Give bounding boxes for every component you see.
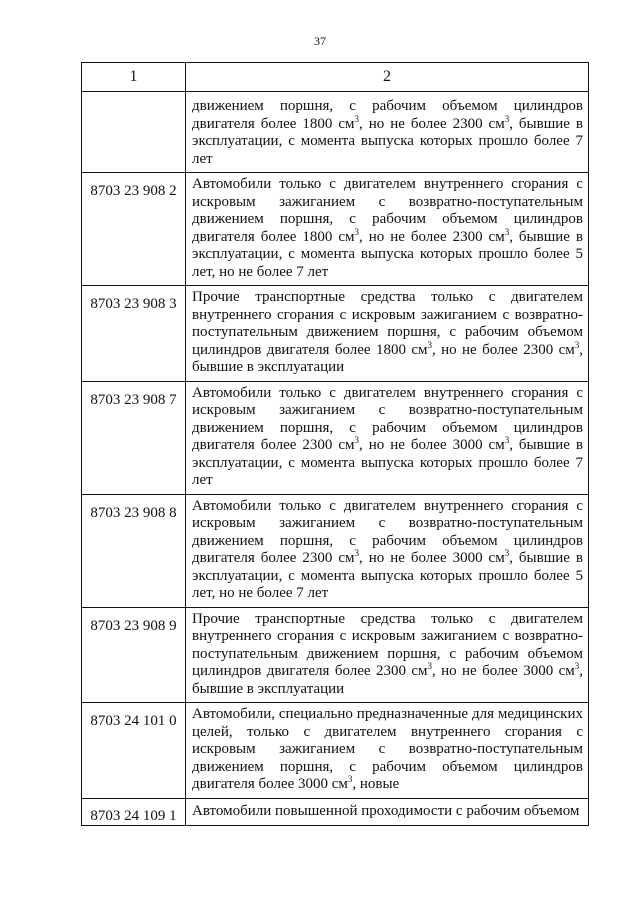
description-text: , бывшие в эксплуатации (192, 341, 583, 375)
description-text: Автомобили только с двигателем внутреннего сгорания с искровым зажиганием с возвратно-поступательным движением поршня, с рабочим объемом цилиндров двигателя более 2300 см (192, 384, 583, 453)
goods-description (186, 92, 589, 173)
description-text: Автомобили, специально предназначенные для медицинских целей, только с двигателем внутреннего сгорания с искровым зажиганием с возвратно-поступательным движением поршня, с рабочим объемом цилиндров двигателя более 3000 см (192, 706, 583, 792)
goods-description (186, 381, 589, 494)
goods-description (186, 173, 589, 286)
superscript: 3 (504, 435, 510, 445)
table-row (82, 703, 589, 799)
description-text: , бывшие в эксплуатации, с момента выпуска которых прошло более 7 лет (192, 115, 583, 167)
description-text: Прочие транспортные средства только с двигателем внутреннего сгорания с искровым зажиганием с возвратно-поступательным движением поршня, с рабочим объемом цилиндров двигателя более 1800 см (192, 289, 583, 358)
superscript: 3 (347, 774, 353, 784)
goods-description (186, 607, 589, 703)
page-number: 37 (314, 34, 326, 48)
description-text: Автомобили только с двигателем внутреннего сгорания с искровым зажиганием с возвратно-поступательным движением поршня, с рабочим объемом цилиндров двигателя более 1800 см (192, 176, 583, 245)
superscript: 3 (504, 226, 510, 237)
tariff-code: 8703 24 109 1 (82, 798, 186, 826)
tariff-code-table (81, 62, 589, 826)
tariff-code: 8703 23 908 3 (82, 286, 186, 382)
tariff-code (82, 92, 186, 173)
description-text: , бывшие в эксплуатации, с момента выпуска которых прошло более 5 лет, но не более 7 лет (192, 228, 583, 280)
superscript: 3 (354, 548, 360, 558)
goods-description (186, 798, 589, 826)
column-header-2: 2 (186, 63, 589, 92)
superscript: 3 (427, 661, 432, 671)
tariff-code: 8703 23 908 9 (82, 607, 186, 703)
description-text: Автомобили только с двигателем внутреннего сгорания с искровым зажиганием с возвратно-поступательным движением поршня, с рабочим объемом цилиндров двигателя более 2300 см (192, 497, 583, 566)
description-text: , новые (352, 776, 400, 792)
tariff-code: 8703 24 101 0 (82, 703, 186, 799)
superscript: 3 (354, 113, 360, 124)
description-text: , но не более 3000 см (359, 550, 505, 566)
superscript: 3 (354, 435, 360, 445)
description-text: движением поршня, с рабочим объемом цилиндров двигателя более 1800 см (192, 98, 583, 132)
table-row (82, 286, 589, 382)
superscript: 3 (504, 548, 510, 558)
superscript: 3 (504, 113, 510, 124)
description-text: Автомобили повышенной проходимости с рабочим объемом (192, 802, 580, 819)
superscript: 3 (574, 339, 580, 350)
description-text: , но не более 3000 см (431, 663, 575, 679)
description-text: , но не более 3000 см (359, 437, 505, 453)
table-row (82, 494, 589, 607)
column-header-1: 1 (82, 63, 186, 92)
description-text: , бывшие в эксплуатации, с момента выпуска которых прошло более 7 лет (192, 437, 583, 488)
table-row (82, 92, 589, 173)
table-header-row (82, 63, 589, 92)
description-text: , бывшие в эксплуатации, с момента выпуска которых прошло более 5 лет, но не более 7 лет (192, 550, 583, 601)
description-text: , но не более 2300 см (359, 115, 505, 132)
description-text: , но не более 2300 см (359, 228, 505, 245)
table-row (82, 381, 589, 494)
goods-description (186, 494, 589, 607)
goods-description (186, 286, 589, 382)
table-row (82, 173, 589, 286)
description-text: , но не более 2300 см (431, 341, 575, 358)
goods-description (186, 703, 589, 799)
tariff-code: 8703 23 908 7 (82, 381, 186, 494)
table-row (82, 607, 589, 703)
description-text: Прочие транспортные средства только с двигателем внутреннего сгорания с искровым зажиганием с возвратно-поступательным движением поршня, с рабочим объемом цилиндров двигателя более 2300 см (192, 610, 583, 679)
table-row (82, 798, 589, 826)
superscript: 3 (574, 661, 580, 671)
superscript: 3 (427, 339, 432, 350)
superscript: 3 (354, 226, 360, 237)
tariff-code: 8703 23 908 8 (82, 494, 186, 607)
description-text: , бывшие в эксплуатации (192, 663, 583, 697)
tariff-code: 8703 23 908 2 (82, 173, 186, 286)
